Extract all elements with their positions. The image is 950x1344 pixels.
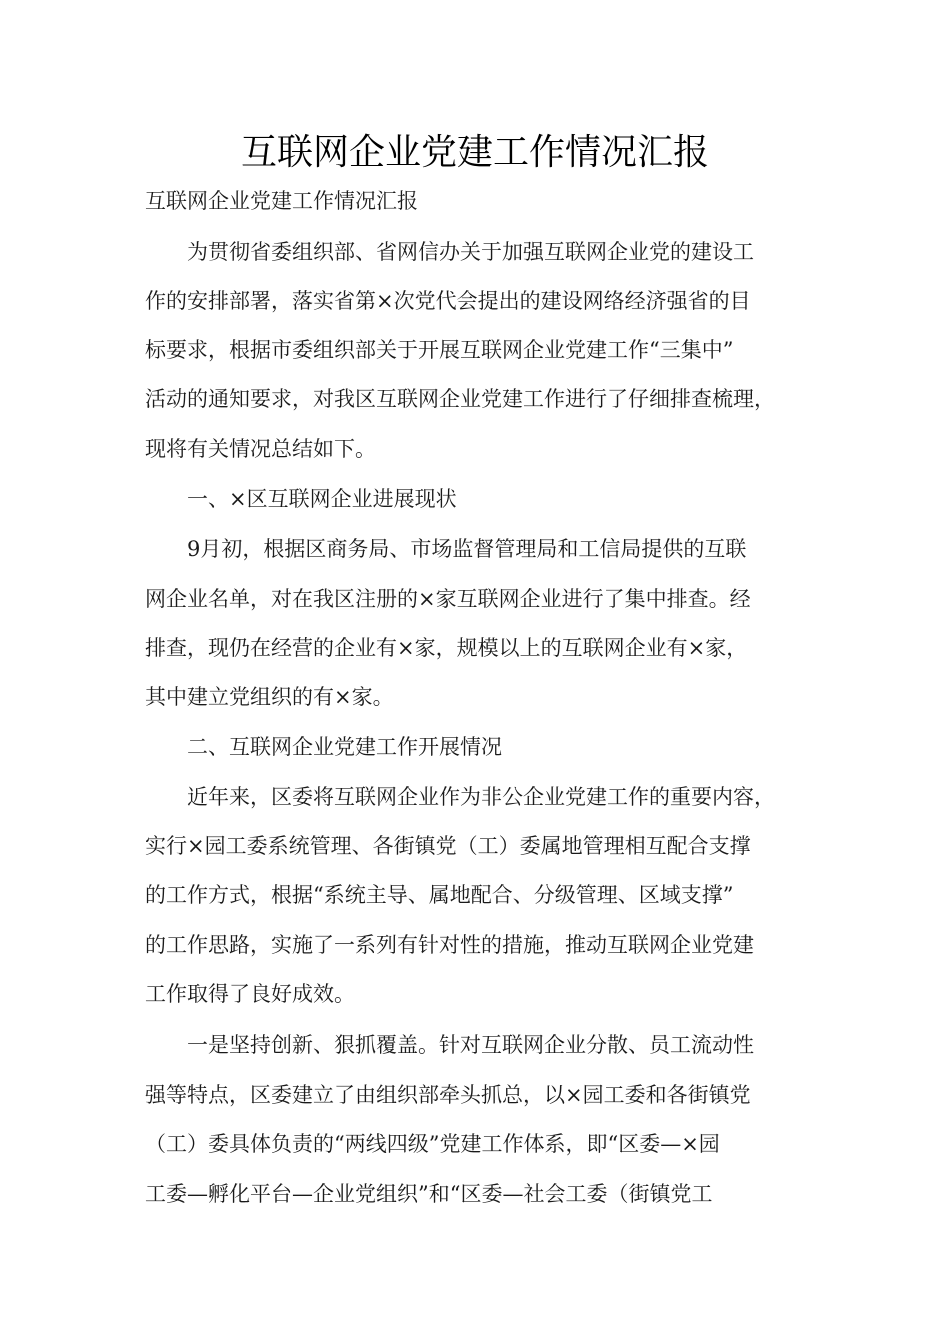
section-heading-2: 二、互联网企业党建工作开展情况 <box>187 735 502 759</box>
paragraph-4-line-2: 强等特点，区委建立了由组织部牵头抓总，以×园工委和各街镇党 <box>145 1083 751 1107</box>
paragraph-1-line-4: 活动的通知要求，对我区互联网企业党建工作进行了仔细排查梳理， <box>145 387 775 411</box>
paragraph-1-line-1: 为贯彻省委组织部、省网信办关于加强互联网企业党的建设工 <box>187 240 754 264</box>
paragraph-2-line-4: 其中建立党组织的有×家。 <box>145 685 394 709</box>
paragraph-2-line-2: 网企业名单，对在我区注册的×家互联网企业进行了集中排查。经 <box>145 587 751 611</box>
paragraph-3-line-4: 的工作思路，实施了一系列有针对性的措施，推动互联网企业党建 <box>145 933 754 957</box>
paragraph-2-line-1: 9月初，根据区商务局、市场监督管理局和工信局提供的互联 <box>187 537 747 561</box>
paragraph-3-line-2: 实行×园工委系统管理、各街镇党（工）委属地管理相互配合支撑 <box>145 834 751 858</box>
paragraph-4-line-3: （工）委具体负责的“两线四级”党建工作体系，即“区委—×园 <box>145 1132 720 1156</box>
paragraph-4-line-4: 工委—孵化平台—企业党组织”和“区委—社会工委（街镇党工 <box>145 1182 713 1206</box>
paragraph-3-line-5: 工作取得了良好成效。 <box>145 982 355 1006</box>
paragraph-3-line-3: 的工作方式，根据“系统主导、属地配合、分级管理、区域支撑” <box>145 883 734 907</box>
paragraph-1-line-3: 标要求，根据市委组织部关于开展互联网企业党建工作“三集中” <box>145 338 734 362</box>
paragraph-1-line-2: 作的安排部署，落实省第×次党代会提出的建设网络经济强省的目 <box>145 289 751 313</box>
document-title: 互联网企业党建工作情况汇报 <box>240 132 709 173</box>
paragraph-4-line-1: 一是坚持创新、狠抓覆盖。针对互联网企业分散、员工流动性 <box>187 1033 754 1057</box>
document-subtitle-line: 互联网企业党建工作情况汇报 <box>145 189 418 213</box>
paragraph-1-line-5: 现将有关情况总结如下。 <box>145 437 376 461</box>
section-heading-1: 一、×区互联网企业进展现状 <box>187 487 457 511</box>
paragraph-3-line-1: 近年来，区委将互联网企业作为非公企业党建工作的重要内容， <box>187 785 775 809</box>
paragraph-2-line-3: 排查，现仍在经营的企业有×家，规模以上的互联网企业有×家， <box>145 636 748 660</box>
